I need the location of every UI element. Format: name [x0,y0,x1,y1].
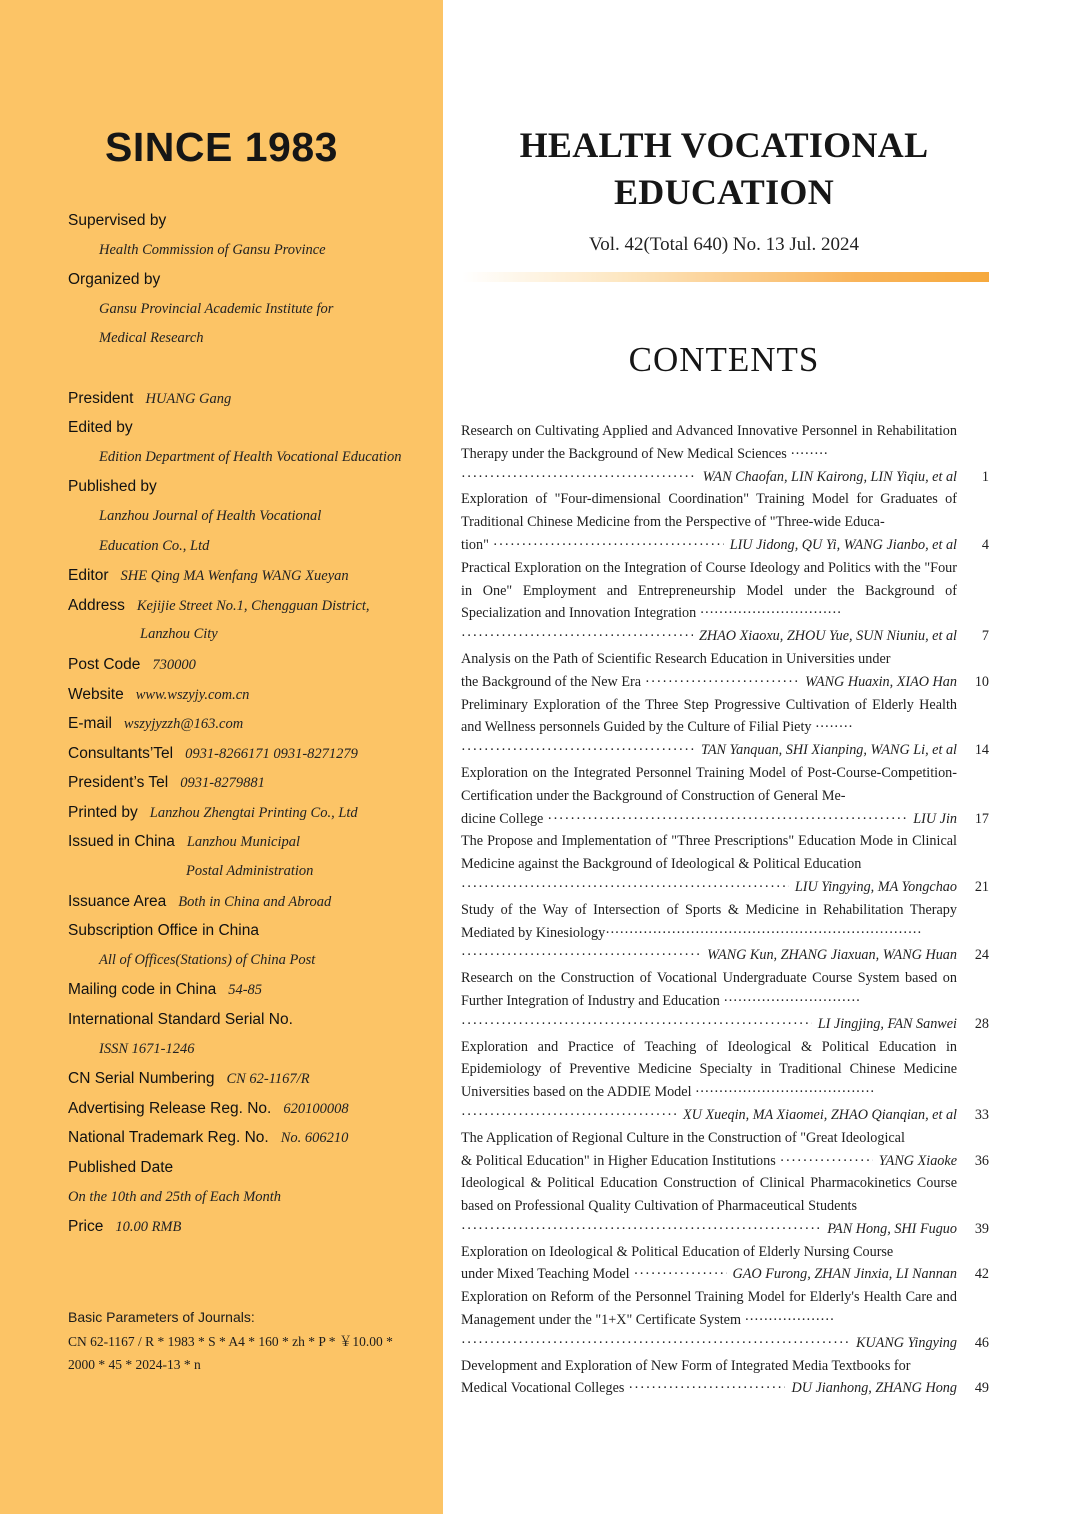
toc-entry-byline [461,1332,957,1355]
toc-entry-title-end: Medical Vocational Colleges [461,1380,625,1397]
masthead-row [68,206,438,236]
toc-entry-title-end: dicine College [461,810,544,827]
toc-entry-authors: LIU Jidong, QU Yi, WANG Jianbo, et al [729,536,957,553]
masthead-label: Editor [68,567,109,585]
masthead-value: Lanzhou Zhengtai Printing Co., Ltd [149,804,358,821]
toc-entry-title: Exploration on Ideological & Political Education of Elderly Nursing Course [461,1243,894,1260]
masthead-row [68,472,438,502]
leader-dots [461,1104,677,1127]
masthead-info [68,206,438,1242]
toc-entry-byline [461,1377,957,1400]
toc-entry-page: 10 [974,673,989,690]
toc-entry-byline [461,534,957,557]
masthead-value: HUANG Gang [145,390,232,407]
toc-entry[interactable] [461,1241,989,1287]
toc-entry-title: Practical Exploration on the Integration of Course Ideology and Politics with the "Four in One" Employment and Entrepreneurship Model under the Background of Specialization and Innovation Integration ······························ [461,559,957,622]
masthead-label: Consultants’Tel [68,744,174,762]
toc-entry-page: 46 [974,1334,989,1351]
toc-entry[interactable] [461,899,989,967]
toc-entry-title: Research on Cultivating Applied and Advanced Innovative Personnel in Rehabilitation Therapy under the Background of New Medical Sciences ········ [461,423,957,462]
leader-dots [461,876,789,899]
masthead-row [68,739,438,769]
leader-dots [461,466,697,489]
since-heading: SINCE 1983 [105,124,338,170]
toc-entry[interactable] [461,1036,989,1127]
masthead-row [68,916,438,946]
toc-entry-title: Exploration on the Integrated Personnel Training Model of Post-Course-Competition-Certification under the Background of Construction of General Me- [461,764,957,804]
masthead-row [68,532,438,562]
masthead-label: Mailing code in China [68,981,217,999]
toc-entry-authors: DU Jianhong, ZHANG Hong [791,1380,957,1397]
masthead-value: Edition Department of Health Vocational Education [99,448,402,465]
toc-entry[interactable] [461,1355,989,1401]
masthead-value: No. 606210 [280,1130,349,1147]
masthead-row [68,1212,438,1242]
masthead-value: Medical Research [99,330,204,347]
table-of-contents [461,420,989,1400]
masthead-value: SHE Qing MA Wenfang WANG Xueyan [120,568,349,585]
toc-entry[interactable] [461,648,989,694]
masthead-row [68,798,438,828]
masthead-row [68,1183,438,1213]
masthead-row [68,1153,438,1183]
masthead-label: President’s Tel [68,774,169,792]
toc-entry[interactable] [461,762,989,830]
toc-entry-title-end: tion" [461,536,489,553]
masthead-value: 54-85 [228,982,263,999]
masthead-row [68,827,438,857]
toc-entry-page: 39 [974,1220,989,1237]
toc-entry-authors: PAN Hong, SHI Fuguo [827,1220,957,1237]
masthead-value: 0931-8279881 [180,775,265,792]
masthead-row [68,236,438,266]
toc-entry-title: Exploration and Practice of Teaching of Ideological & Political Education in Epidemiology of Preventive Medicine Specialty in Traditional Chinese Medicine Universities based on the ADDIE Model ······································ [461,1038,957,1101]
masthead-label: E-mail [68,715,112,733]
toc-entry-authors: LI Jingjing, FAN Sanwei [817,1015,957,1032]
masthead-row [68,384,438,414]
toc-entry-byline [461,1263,957,1286]
toc-entry[interactable] [461,830,989,898]
masthead-label: Issuance Area [68,892,167,910]
masthead-value: Kejijie Street No.1, Chengguan District, [136,597,370,614]
toc-entry-authors: YANG Xiaoke [878,1152,957,1169]
toc-entry-title: The Application of Regional Culture in the Construction of "Great Ideological [461,1129,905,1146]
toc-entry-page: 42 [974,1266,989,1283]
masthead-label: International Standard Serial No. [68,1011,293,1029]
masthead-row [68,413,438,443]
leader-dots [461,625,693,648]
toc-entry-title: Research on the Construction of Vocational Undergraduate Course System based on Further Integration of Industry and Education ····························· [461,970,957,1009]
masthead-row [68,324,438,354]
leader-dots [461,1332,850,1355]
toc-entry[interactable] [461,967,989,1035]
basic-parameters [68,1306,436,1377]
leader-dots [547,808,907,831]
masthead-label: Subscription Office in China [68,922,259,940]
masthead-label: Organized by [68,271,161,289]
masthead-value: All of Offices(Stations) of China Post [99,951,316,968]
masthead-row [68,857,438,887]
masthead-value: Gansu Provincial Academic Institute for [99,300,334,317]
masthead-row [68,265,438,295]
masthead-row [68,1035,438,1065]
toc-entry-page: 1 [981,468,989,485]
masthead-label: Website [68,685,124,703]
masthead-row [68,443,438,473]
leader-dots [493,534,724,557]
toc-entry-byline [461,808,957,831]
masthead-value: Lanzhou Journal of Health Vocational [99,507,322,524]
toc-entry-authors: ZHAO Xiaoxu, ZHOU Yue, SUN Niuniu, et al [698,628,957,645]
masthead-value: Postal Administration [186,863,314,880]
masthead-sidebar [0,0,443,1514]
masthead-row [68,1094,438,1124]
masthead-label: Supervised by [68,212,167,229]
toc-entry-title: Exploration of "Four-dimensional Coordination" Training Model for Graduates of Traditional Chinese Medicine from the Perspective of "Three-wide Educa- [461,491,957,531]
toc-entry-byline [461,1218,957,1241]
toc-entry-authors: WANG Kun, ZHANG Jiaxuan, WANG Huan [707,947,957,964]
toc-entry-byline [461,625,957,648]
journal-title: HEALTH VOCATIONAL EDUCATION [519,125,929,212]
masthead-value: CN 62-1167/R [226,1071,310,1088]
toc-entry-title-end: under Mixed Teaching Model [461,1266,630,1283]
masthead-row [68,946,438,976]
toc-entry[interactable] [461,420,989,488]
masthead-row [68,975,438,1005]
toc-entry-authors: TAN Yanquan, SHI Xianping, WANG Li, et al [701,742,957,759]
toc-entry-authors: LIU Jin [913,810,957,827]
masthead-label: Post Code [68,655,141,673]
masthead-row [68,709,438,739]
masthead-label: Address [68,596,125,614]
basic-parameters-label: Basic Parameters of Journals: [68,1309,255,1325]
masthead-value: Health Commission of Gansu Province [99,241,326,258]
masthead-value: Education Co., Ltd [99,537,210,554]
issue-info: Vol. 42(Total 640) No. 13 Jul. 2024 [588,234,860,255]
masthead-row [68,502,438,532]
toc-entry[interactable] [461,1127,989,1173]
toc-entry-page: 4 [981,536,989,553]
toc-entry-authors: XU Xueqin, MA Xiaomei, ZHAO Qianqian, et al [683,1106,957,1123]
leader-dots [645,671,799,694]
toc-entry-page: 7 [981,628,989,645]
toc-entry[interactable] [461,488,989,556]
toc-entry-byline [461,466,957,489]
toc-entry-authors: WANG Huaxin, XIAO Han [805,673,957,690]
leader-dots [461,1218,821,1241]
toc-entry-byline [461,1104,957,1127]
toc-entry[interactable] [461,557,989,648]
toc-entry-title: Analysis on the Path of Scientific Research Education in Universities under [461,650,891,667]
header-gradient-bar [462,272,989,282]
masthead-value: 0931-8266171 0931-8271279 [185,745,358,762]
toc-entry-byline [461,1150,957,1173]
leader-dots [780,1150,873,1173]
toc-entry-byline [461,671,957,694]
toc-entry-title-end: & Political Education" in Higher Education Institutions [461,1152,776,1169]
toc-entry-authors: GAO Furong, ZHAN Jinxia, LI Nannan [732,1266,957,1283]
masthead-value: wszyjyzzh@163.com [123,716,244,733]
toc-entry-byline [461,739,957,762]
toc-entry-byline [461,1013,957,1036]
masthead-row [68,1005,438,1035]
masthead-label: CN Serial Numbering [68,1070,215,1088]
basic-parameters-line: CN 62-1167 / R * 1983 * S * A4 * 160 * zh * P * ￥10.00 * [68,1333,393,1349]
masthead-value: 730000 [152,656,196,673]
toc-entry-page: 49 [974,1380,989,1397]
masthead-row [68,354,438,384]
masthead-row [68,768,438,798]
toc-entry-title: Exploration on Reform of the Personnel Training Model for Elderly's Health Care and Management under the "1+X" Certificate System ··················· [461,1289,957,1329]
toc-entry-byline [461,876,957,899]
toc-entry[interactable] [461,1172,989,1240]
masthead-row [68,1123,438,1153]
masthead-row [68,561,438,591]
masthead-row [68,591,438,621]
masthead-label: National Trademark Reg. No. [68,1129,269,1147]
toc-entry-page: 24 [974,947,989,964]
toc-entry[interactable] [461,694,989,762]
leader-dots [461,739,695,762]
leader-dots [628,1377,785,1400]
toc-entry-authors: KUANG Yingying [855,1334,957,1351]
masthead-label: Issued in China [68,833,175,851]
masthead-label: Advertising Release Reg. No. [68,1099,272,1117]
masthead-label: Published Date [68,1159,174,1176]
masthead-row [68,650,438,680]
toc-entry-title: Ideological & Political Education Construction of Clinical Pharmacokinetics Course based on Professional Quality Cultivation of Pharmaceutical Students [461,1175,957,1215]
masthead-row [68,620,438,650]
masthead-value: Both in China and Abroad [178,893,332,910]
toc-entry-title: Development and Exploration of New Form of Integrated Media Textbooks for [461,1357,911,1374]
masthead-value: Lanzhou City [140,626,218,643]
toc-entry-title-end: the Background of the New Era [461,673,642,690]
contents-heading: CONTENTS [628,340,820,379]
toc-entry-page: 33 [974,1106,989,1123]
masthead-value: ISSN 1671-1246 [99,1040,195,1057]
masthead-row [68,680,438,710]
basic-parameters-line: 2000 * 45 * 2024-13 * n [68,1357,201,1372]
toc-entry-title: Study of the Way of Intersection of Sports & Medicine in Rehabilitation Therapy Mediated by Kinesiology··································································· [461,901,957,941]
toc-entry-title: Preliminary Exploration of the Three Step Progressive Cultivation of Elderly Health and Wellness personnels Guided by the Culture of Filial Piety ········ [461,696,957,736]
toc-entry-authors: WAN Chaofan, LIN Kairong, LIN Yiqiu, et al [702,468,957,485]
masthead-label: Edited by [68,419,133,437]
toc-entry-page: 17 [974,810,989,827]
masthead-value: www.wszyjy.com.cn [135,686,250,703]
masthead-label: President [68,389,134,407]
masthead-value: Lanzhou Municipal [186,834,301,851]
masthead-row [68,295,438,325]
leader-dots [461,944,701,967]
leader-dots [634,1263,727,1286]
leader-dots [461,1013,812,1036]
masthead-label: Price [68,1218,104,1236]
toc-entry[interactable] [461,1286,989,1354]
masthead-row [68,887,438,917]
toc-entry-page: 14 [974,742,989,759]
masthead-value: 10.00 RMB [115,1219,182,1236]
toc-entry-byline [461,944,957,967]
toc-entry-page: 21 [974,878,989,895]
masthead-label: Published by [68,478,157,496]
toc-entry-page: 28 [974,1015,989,1032]
toc-entry-authors: LIU Yingying, MA Yongchao [794,878,957,895]
masthead-label: Printed by [68,803,138,821]
toc-entry-page: 36 [974,1152,989,1169]
masthead-value: On the 10th and 25th of Each Month [68,1188,282,1205]
masthead-value: 620100008 [283,1100,349,1117]
toc-entry-title: The Propose and Implementation of "Three Prescriptions" Education Mode in Clinical Medicine against the Background of Ideological & Political Education [461,833,957,873]
masthead-row [68,1064,438,1094]
